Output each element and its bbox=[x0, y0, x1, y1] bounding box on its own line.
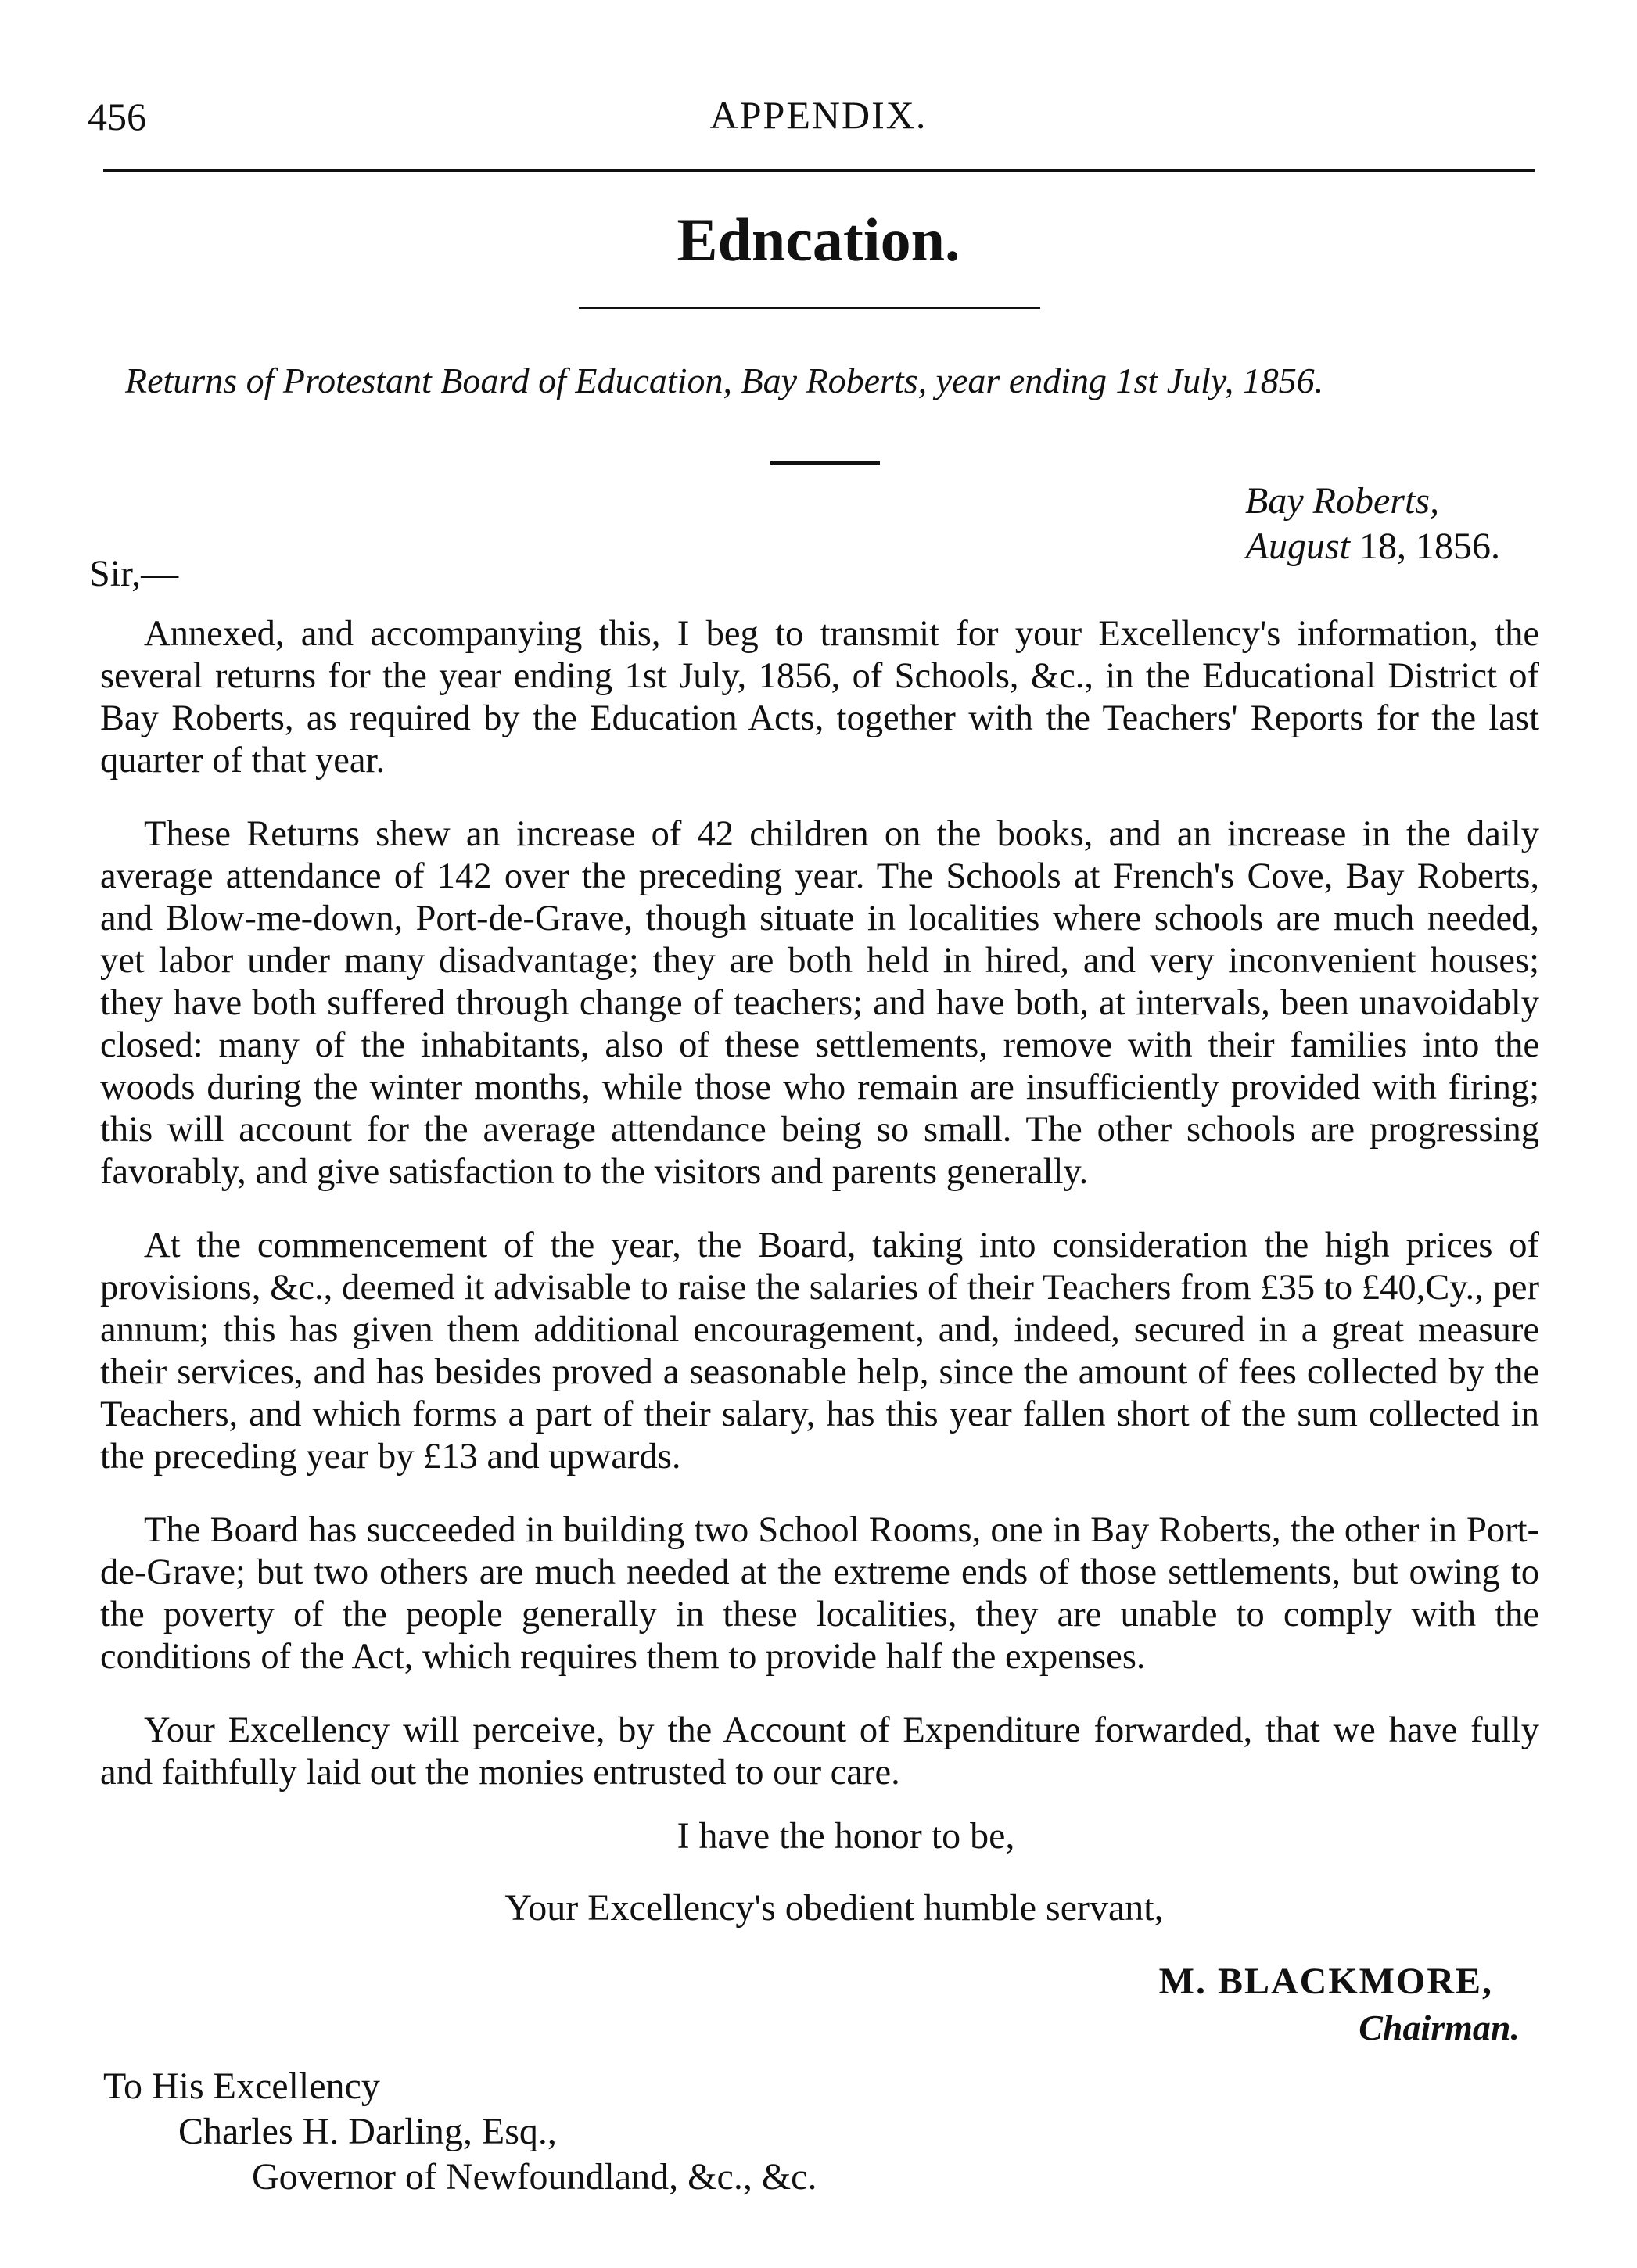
closing-line-2: Your Excellency's obedient humble servant, bbox=[504, 1887, 1164, 1929]
dateline-month: August bbox=[1245, 526, 1350, 567]
signature-name: M. BLACKMORE, bbox=[1158, 1961, 1493, 2002]
addressee-line-3: Governor of Newfoundland, &c., &c. bbox=[252, 2156, 817, 2198]
dateline bbox=[1245, 479, 1500, 569]
header-rule bbox=[103, 169, 1535, 172]
paragraph-text: These Returns shew an increase of 42 children on the books, and an increase in the daily average attendance of 142 over the preceding year. The Schools at French's Cove, Bay Roberts, and Blow-me-down, Port-de-Grave, though situate in localities where schools are much needed, yet labor under many disadvantage; they are both held in hired, and very inconvenient houses; they have both suffered through change of teachers; and have both, at intervals, been unavoidably closed: many of the inhabitants, also of these settlements, remove with their families into the woods during the winter months, while those who remain are insufficiently provided with firing; this will account for the average attendance being so small. The other schools are progressing favorably, and give satisfaction to the visitors and parents generally. bbox=[100, 814, 1539, 1192]
dateline-day-year: 18, 1856. bbox=[1350, 526, 1500, 567]
closing-line-1: I have the honor to be, bbox=[677, 1815, 1015, 1857]
paragraph-text: At the commencement of the year, the Board, taking into consideration the high prices of provisions, &c., deemed it advisable to raise the salaries of their Teachers from £35 to £40,Cy., per annum; this has given them additional encouragement, and, indeed, secured in a great measure their services, and has besides proved a seasonable help, since the amount of fees collected by the Teachers, and which forms a part of their salary, has this year fallen short of the sum collected in the preceding year by £13 and upwards. bbox=[100, 1226, 1539, 1477]
document-subtitle: Returns of Protestant Board of Education, Bay Roberts, year ending 1st July, 1856. bbox=[125, 361, 1324, 400]
letter-paragraph bbox=[100, 613, 1539, 782]
salutation: Sir,— bbox=[89, 553, 179, 594]
running-head: APPENDIX. bbox=[709, 93, 928, 137]
addressee-line-2: Charles H. Darling, Esq., bbox=[178, 2111, 557, 2152]
paragraph-text: Annexed, and accompanying this, I beg to transmit for your Excellency's information, the several returns for the year ending 1st July, 1856, of Schools, &c., in the Educational District of Bay Roberts, as required by the Education Acts, together with the Teachers' Reports for the last quarter of that year. bbox=[100, 614, 1539, 781]
short-rule bbox=[770, 461, 880, 465]
page-number: 456 bbox=[88, 95, 146, 138]
letter-paragraph bbox=[100, 1225, 1539, 1478]
dateline-place: Bay Roberts, bbox=[1245, 480, 1439, 522]
page-title: Edncation. bbox=[677, 206, 960, 274]
letter-paragraph bbox=[100, 1509, 1539, 1678]
paragraph-text: The Board has succeeded in building two School Rooms, one in Bay Roberts, the other in Port-de-Grave; but two others are much needed at the extreme ends of those settlements, but owing to the poverty of the people generally in these localities, they are unable to comply with the conditions of the Act, which requires them to provide half the expenses. bbox=[100, 1510, 1539, 1677]
signature-title: Chairman. bbox=[1359, 2008, 1520, 2047]
addressee-line-1: To His Excellency bbox=[103, 2065, 380, 2107]
letter-paragraph bbox=[100, 813, 1539, 1193]
paragraph-text: Your Excellency will perceive, by the Account of Expenditure forwarded, that we have fully and faithfully laid out the monies entrusted to our care. bbox=[100, 1710, 1539, 1793]
letter-paragraph bbox=[100, 1710, 1539, 1794]
title-rule bbox=[579, 307, 1040, 309]
dateline-date bbox=[1246, 526, 1500, 567]
